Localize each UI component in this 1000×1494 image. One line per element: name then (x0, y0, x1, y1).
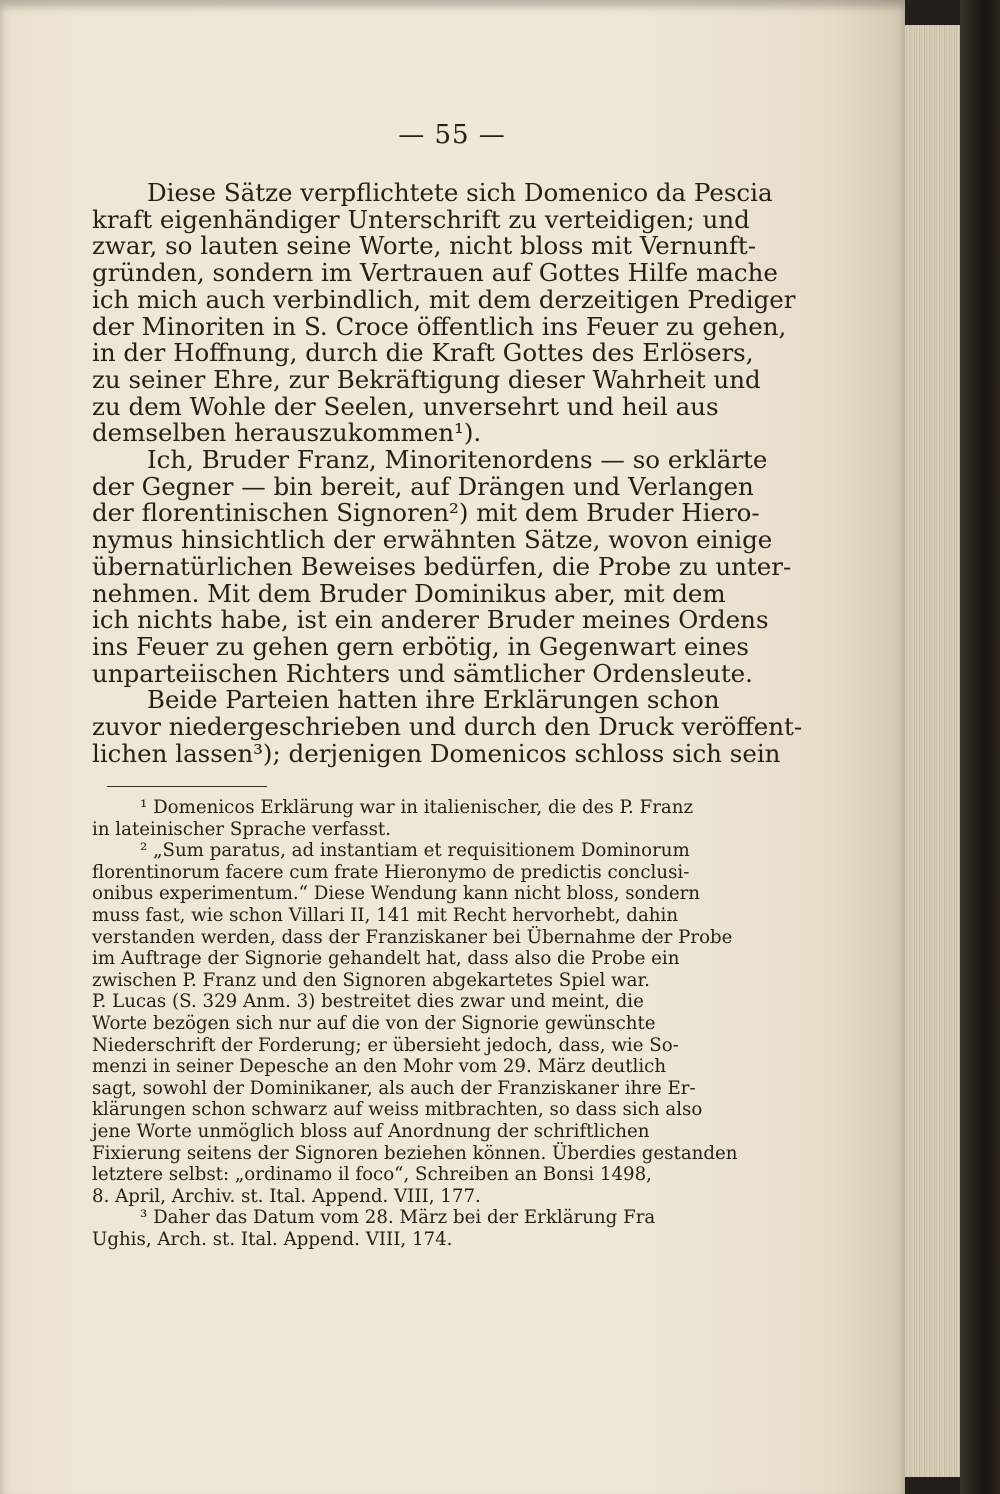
footnote-line: ² „Sum paratus, ad instantiam et requisitionem Dominorum (140, 840, 690, 862)
footnote-line: jene Worte unmöglich bloss auf Anordnung der schriftlichen (92, 1121, 650, 1142)
body-line: der florentinischen Signoren²) mit dem Bruder Hiero- (92, 498, 760, 528)
body-line: zuvor niedergeschrieben und durch den Druck veröffent- (92, 712, 803, 741)
footnote-line: 8. April, Archiv. st. Ital. Append. VIII, 177. (92, 1185, 481, 1207)
footnote-line: Ughis, Arch. st. Ital. Append. VIII, 174. (92, 1229, 453, 1250)
body-line: Beide Parteien hatten ihre Erklärungen schon (147, 685, 720, 715)
body-line: gründen, sondern im Vertrauen auf Gottes Hilfe mache (92, 258, 778, 288)
body-line: Diese Sätze verpflichtete sich Domenico da Pescia (147, 178, 773, 207)
footnote-line: muss fast, wie schon Villari II, 141 mit Recht hervorhebt, dahin (92, 905, 679, 926)
footnote-line: letztere selbst: „ordinamo il foco“, Schreiben an Bonsi 1498, (92, 1164, 652, 1186)
footnote-line: ¹ Domenicos Erklärung war in italienischer, die des P. Franz (140, 797, 694, 818)
footnote-line: onibus experimentum.“ Diese Wendung kann nicht bloss, sondern (92, 883, 701, 905)
footnote-line: zwischen P. Franz und den Signoren abgekartetes Spiel war. (92, 969, 650, 991)
footnote-line: Fixierung seitens der Signoren beziehen können. Überdies gestanden (92, 1142, 738, 1164)
page-number: — 55 — (398, 120, 506, 150)
footnote-line: sagt, sowohl der Dominikaner, als auch der Franziskaner ihre Er- (92, 1077, 696, 1099)
body-line: zu dem Wohle der Seelen, unversehrt und heil aus (92, 391, 719, 421)
body-line: in der Hoffnung, durch die Kraft Gottes des Erlösers, (92, 338, 754, 368)
footnote-line: P. Lucas (S. 329 Anm. 3) bestreitet dies zwar und meint, die (92, 991, 644, 1013)
footnote-line: ³ Daher das Datum vom 28. März bei der Erklärung Fra (140, 1207, 656, 1229)
body-line: ich mich auch verbindlich, mit dem derzeitigen Prediger (92, 284, 796, 314)
body-line: der Gegner — bin bereit, auf Drängen und Verlangen (92, 471, 754, 501)
body-line: unparteiischen Richters und sämtlicher Ordensleute. (92, 658, 753, 688)
body-line: demselben herauszukommen¹). (92, 418, 482, 448)
footnote-line: im Auftrage der Signorie gehandelt hat, dass also die Probe ein (92, 948, 680, 970)
body-line: lichen lassen³); derjenigen Domenicos schloss sich sein (92, 738, 781, 768)
body-line: Ich, Bruder Franz, Minoritenordens — so erklärte (147, 445, 768, 474)
page-edges (905, 25, 962, 1477)
footnote-line: in lateinischer Sprache verfasst. (92, 818, 392, 840)
body-line: ich nichts habe, ist ein anderer Bruder meines Ordens (92, 605, 769, 635)
body-line: zu seiner Ehre, zur Bekräftigung dieser Wahrheit und (92, 364, 761, 394)
book-cover-edge (960, 0, 1000, 1494)
body-line: ins Feuer zu gehen gern erbötig, in Gegenwart eines (92, 631, 750, 661)
footnote-rule (107, 786, 267, 787)
footnote-line: Niederschrift der Forderung; er übersieht jedoch, dass, wie So- (92, 1034, 679, 1056)
footnote-line: verstanden werden, dass der Franziskaner bei Übernahme der Probe (92, 926, 733, 948)
body-line: nymus hinsichtlich der erwähnten Sätze, wovon einige (92, 525, 773, 555)
footnote-line: klärungen schon schwarz auf weiss mitbrachten, so dass sich also (92, 1099, 703, 1121)
footnote-line: Worte bezögen sich nur auf die von der Signorie gewünschte (92, 1013, 656, 1034)
body-line: übernatürlichen Beweises bedürfen, die Probe zu unter- (92, 551, 792, 581)
body-line: zwar, so lauten seine Worte, nicht bloss mit Vernunft- (92, 231, 757, 261)
body-line: nehmen. Mit dem Bruder Dominikus aber, mit dem (92, 578, 726, 608)
body-line: kraft eigenhändiger Unterschrift zu verteidigen; und (92, 204, 750, 234)
footnote-line: menzi in seiner Depesche an den Mohr vom 29. März deutlich (92, 1056, 667, 1078)
footnote-line: florentinorum facere cum frate Hieronymo de predictis conclusi- (92, 861, 690, 883)
body-line: der Minoriten in S. Croce öffentlich ins Feuer zu gehen, (92, 311, 787, 341)
